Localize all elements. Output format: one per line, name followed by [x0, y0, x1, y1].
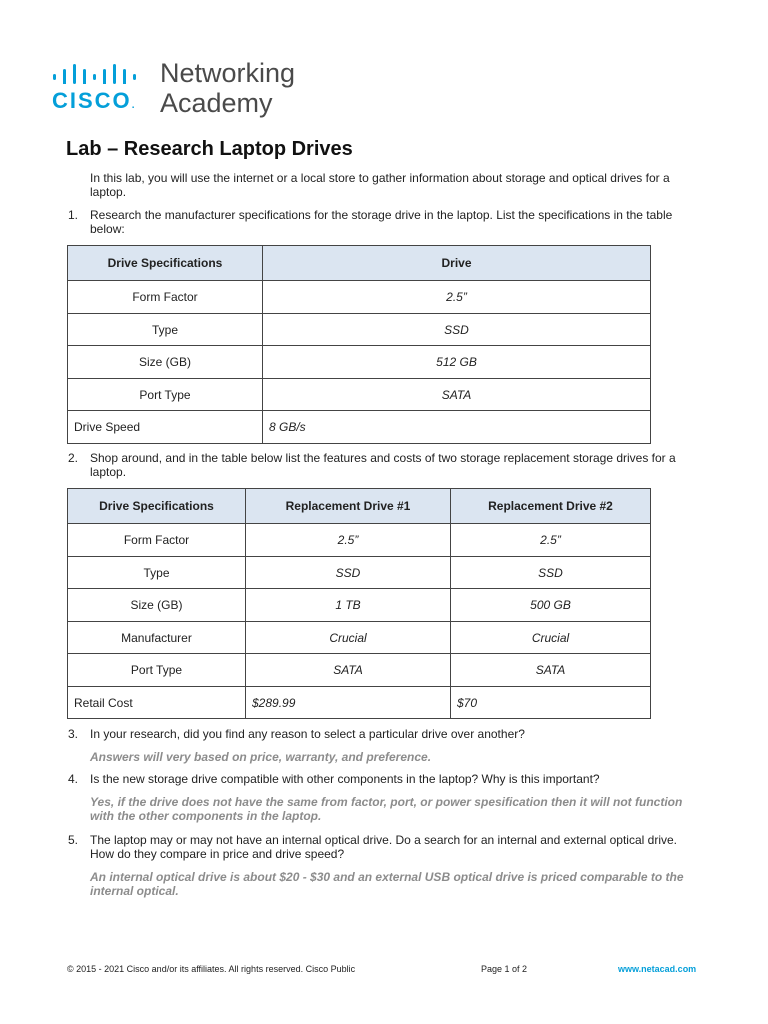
table-header: Replacement Drive #1 — [246, 489, 451, 524]
table-row — [68, 557, 651, 589]
table-row — [68, 524, 651, 557]
step-2-text: Shop around, and in the table below list the features and costs of two storage replacement storage drives for a laptop. — [90, 451, 676, 479]
step-4-text: Is the new storage drive compatible with other components in the laptop? Why is this important? — [90, 772, 600, 786]
table-row — [68, 687, 651, 719]
table-cell: 512 GB — [263, 346, 651, 379]
logo-academy: Academy — [160, 88, 273, 118]
table-header: Drive — [263, 246, 651, 281]
step-4-answer: Yes, if the drive does not have the same from factor, port, or power spesification then it will not function with the other components in the laptop. — [90, 795, 683, 823]
table-cell: Form Factor — [68, 281, 263, 314]
table-row — [68, 622, 651, 654]
table-cell: SSD — [246, 557, 451, 589]
table-cell: Crucial — [246, 622, 451, 654]
table-header-row — [68, 489, 651, 524]
table-cell: Form Factor — [68, 524, 246, 557]
table-cell: 2.5” — [246, 524, 451, 557]
table-row — [68, 411, 651, 444]
logo-networking: Networking — [160, 58, 296, 88]
step-2-number: 2. — [68, 451, 79, 465]
table-cell: SATA — [263, 379, 651, 411]
table-cell: Size (GB) — [68, 589, 246, 622]
step-5-answer: An internal optical drive is about $20 - $30 and an external USB optical drive is priced comparable to the internal optical. — [90, 870, 684, 898]
drive-spec-table — [67, 245, 651, 444]
step-4-number: 4. — [68, 772, 79, 786]
table-header: Drive Specifications — [68, 489, 246, 524]
cisco-networking-academy-logo — [52, 58, 312, 118]
table-cell: Drive Speed — [68, 411, 263, 444]
step-5-text: The laptop may or may not have an internal optical drive. Do a search for an internal and external optical drive. How do they compare in price and drive speed? — [90, 833, 677, 861]
cisco-bars-icon — [52, 62, 144, 84]
table-cell: 2.5” — [451, 524, 651, 557]
table-header: Drive Specifications — [68, 246, 263, 281]
table-cell: SSD — [263, 314, 651, 346]
footer-copyright: © 2015 - 2021 Cisco and/or its affiliates. All rights reserved. Cisco Public — [67, 964, 356, 974]
step-1-text: Research the manufacturer specifications for the storage drive in the laptop. List the specifications in the table below: — [90, 208, 673, 236]
table-cell: Port Type — [68, 379, 263, 411]
table-cell: Type — [68, 557, 246, 589]
table-cell: SATA — [451, 654, 651, 687]
page-title: Lab – Research Laptop Drives — [66, 138, 353, 160]
step-1-number: 1. — [68, 208, 79, 222]
table-row — [68, 314, 651, 346]
table-cell: Size (GB) — [68, 346, 263, 379]
table-cell: 8 GB/s — [263, 411, 651, 444]
footer-page-number: Page 1 of 2 — [481, 964, 528, 974]
step-3-text: In your research, did you find any reason to select a particular drive over another? — [90, 727, 525, 741]
table-header-row — [68, 246, 651, 281]
table-cell: 1 TB — [246, 589, 451, 622]
table-cell: Type — [68, 314, 263, 346]
table-row — [68, 281, 651, 314]
cisco-wordmark: CISCO. — [52, 88, 137, 113]
footer-link[interactable]: www.netacad.com — [618, 964, 697, 974]
table-cell: 500 GB — [451, 589, 651, 622]
table-cell: $70 — [451, 687, 651, 719]
table-cell: Crucial — [451, 622, 651, 654]
table-cell: SSD — [451, 557, 651, 589]
table-cell: Retail Cost — [68, 687, 246, 719]
replacement-drive-table — [67, 488, 651, 719]
step-3-answer: Answers will very based on price, warranty, and preference. — [90, 750, 432, 764]
table-row — [68, 589, 651, 622]
table-cell: Port Type — [68, 654, 246, 687]
table-row — [68, 654, 651, 687]
table-row — [68, 379, 651, 411]
step-5-number: 5. — [68, 833, 79, 847]
table-cell: Manufacturer — [68, 622, 246, 654]
table-row — [68, 346, 651, 379]
intro-paragraph: In this lab, you will use the internet or a local store to gather information about storage and optical drives for a laptop. — [90, 171, 670, 199]
table-cell: SATA — [246, 654, 451, 687]
table-cell: 2.5” — [263, 281, 651, 314]
step-3-number: 3. — [68, 727, 79, 741]
table-cell: $289.99 — [246, 687, 451, 719]
table-header: Replacement Drive #2 — [451, 489, 651, 524]
